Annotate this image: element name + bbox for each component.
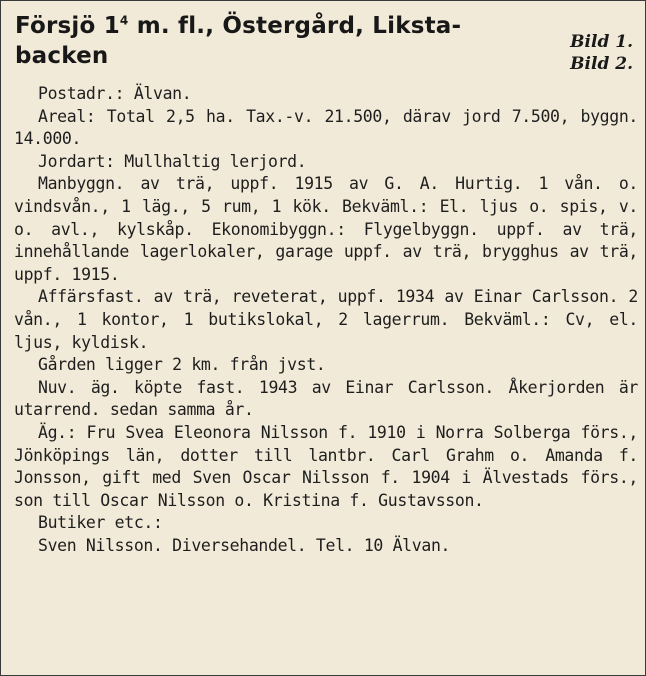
paragraph-purchase: Nuv. äg. köpte fast. 1943 av Einar Carlsson. Åkerjorden är utarrend. sedan samma år. (14, 377, 638, 420)
paragraph-main-building: Manbyggn. av trä, uppf. 1915 av G. A. Hurtig. 1 vån. o. vindsvån., 1 läg., 5 rum, 1 kök. Bekväml.: El. ljus o. spis, v. o. avl., kylskåp. Ekonomibyggn.: Flygelbyggn. uppf. av trä, innehållande lagerlokaler, garage uppf. av trä, brygghus av trä, uppf. 1915. (14, 174, 638, 284)
entry-body (14, 83, 638, 557)
paragraph-soil-type: Jordart: Mullhaltig lerjord. (38, 151, 307, 171)
paragraph-commercial-property: Affärsfast. av trä, reveterat, uppf. 1934 av Einar Carlsson. 2 vån., 1 kontor, 1 butikslokal, 2 lagerrum. Bekväml.: Cv, el. ljus, kyldisk. (14, 287, 638, 352)
paragraph-area: Areal: Total 2,5 ha. Tax.-v. 21.500, därav jord 7.500, byggn. 14.000. (14, 106, 638, 149)
paragraph-postal-address: Postadr.: Älvan. (38, 84, 192, 103)
heading-name-end: m. fl., Östergård, Liksta-backen (15, 13, 462, 69)
paragraph-shop-entry: Sven Nilsson. Diversehandel. Tel. 10 Älvan. (38, 535, 451, 555)
heading-superscript: 4 (119, 13, 129, 28)
heading-name-start: Försjö 1 (15, 13, 120, 39)
paragraph-shops-heading: Butiker etc.: (38, 513, 163, 533)
image-ref-2: Bild 2. (570, 54, 633, 74)
image-ref-1: Bild 1. (570, 32, 633, 52)
entry-heading (15, 11, 545, 71)
paragraph-owner: Äg.: Fru Svea Eleonora Nilsson f. 1910 i Norra Solberga förs., Jönköpings län, dotter till lantbr. Carl Grahm o. Amanda f. Jonsson, gift med Sven Oscar Nilsson f. 1904 i Älvestads förs., son till Oscar Nilsson o. Kristina f. Gustavsson. (14, 422, 638, 510)
paragraph-location: Gården ligger 2 km. från jvst. (38, 355, 326, 375)
